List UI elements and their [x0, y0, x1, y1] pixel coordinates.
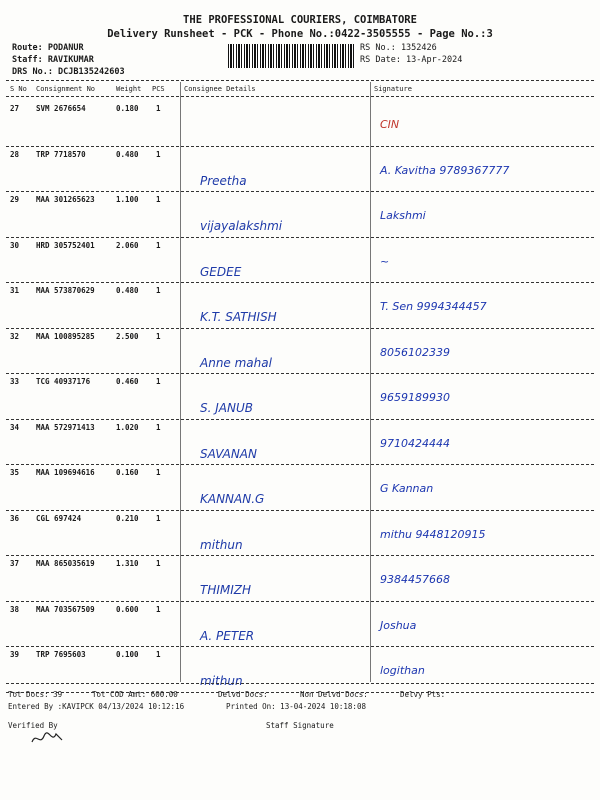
serial-number: 32 [10, 331, 20, 341]
staff-signature-label: Staff Signature [266, 721, 334, 730]
verified-by-label: Verified By [8, 721, 58, 730]
non-delivered-docs: Non Delvd Docs: [300, 690, 368, 699]
consignment-number: MAA 865035619 [36, 559, 95, 568]
footer-divider [6, 683, 594, 684]
col-consignment: Consignment No [36, 85, 96, 93]
col-signature: Signature [374, 85, 412, 93]
consignment-number: TCG 40937176 [36, 377, 91, 386]
recipient-signature: 9384457668 [380, 573, 450, 586]
recipient-signature: G Kannan [380, 482, 434, 495]
serial-number: 30 [10, 240, 20, 250]
entered-by: Entered By :KAVIPCK 04/13/2024 10:12:16 [8, 702, 185, 711]
col-consignee: Consignee Details [184, 85, 256, 93]
weight-value: 0.210 [116, 513, 139, 523]
total-docs: Tot Docs: 39 [8, 690, 63, 699]
serial-number: 29 [10, 195, 20, 204]
table-row [0, 373, 600, 423]
consignment-number: CGL 697424 [36, 513, 82, 523]
recipient-signature: mithu 9448120915 [380, 527, 486, 541]
pieces-count: 1 [156, 331, 161, 341]
pieces-count: 1 [156, 559, 161, 568]
serial-number: 36 [10, 513, 20, 523]
table-row [0, 464, 600, 514]
weight-value: 0.480 [116, 286, 139, 295]
table-row [0, 282, 600, 332]
consignee-name: KANNAN.G [200, 492, 265, 506]
serial-number: 37 [10, 559, 20, 568]
barcode-image [228, 44, 356, 68]
route-label: Route: PODANUR [12, 43, 84, 53]
printed-on: Printed On: 13-04-2024 10:18:08 [226, 702, 366, 711]
table-row [0, 555, 600, 605]
recipient-signature: ~ [380, 254, 390, 268]
recipient-signature: CIN [380, 118, 400, 131]
recipient-signature: logithan [380, 664, 425, 677]
pieces-count: 1 [156, 604, 161, 614]
weight-value: 0.160 [116, 468, 139, 477]
consignment-number: MAA 572971413 [36, 422, 95, 432]
recipient-signature: 9659189930 [380, 391, 450, 404]
weight-value: 1.100 [116, 195, 139, 204]
recipient-signature: Joshua [380, 618, 417, 632]
consignment-number: TRP 7695603 [36, 650, 86, 659]
runsheet-subtitle: Delivery Runsheet - PCK - Phone No.:0422-3505555 - Page No.:3 [107, 28, 493, 40]
weight-value: 0.480 [116, 149, 139, 159]
weight-value: 0.600 [116, 604, 139, 614]
serial-number: 28 [10, 149, 20, 159]
consignee-name: Anne mahal [200, 355, 272, 370]
consignee-name: Preetha [200, 173, 247, 188]
company-title: THE PROFESSIONAL COURIERS, COIMBATORE [183, 14, 417, 26]
serial-number: 33 [10, 377, 20, 386]
consignment-number: MAA 100895285 [36, 331, 95, 341]
verifier-signature [30, 730, 64, 748]
consignee-name: mithun [200, 537, 243, 552]
drs-label: DRS No.: DCJB135242603 [12, 67, 125, 77]
recipient-signature: T. Sen 9994344457 [380, 300, 487, 313]
consignee-name: THIMIZH [200, 583, 252, 597]
consignee-name: A. PETER [200, 628, 255, 643]
rs-number: RS No.: 1352426 [360, 43, 437, 53]
serial-number: 31 [10, 286, 20, 295]
recipient-signature: A. Kavitha 9789367777 [380, 163, 510, 177]
consignment-number: TRP 7718570 [36, 149, 86, 159]
consignment-number: MAA 703567509 [36, 604, 95, 614]
pieces-count: 1 [156, 468, 161, 477]
delivered-docs: Delvd Docs: [218, 690, 268, 699]
consignment-number: SVM 2676654 [36, 104, 86, 113]
weight-value: 1.020 [116, 422, 139, 432]
col-weight: Weight [116, 85, 142, 93]
table-row [0, 419, 600, 469]
pieces-count: 1 [156, 513, 161, 523]
pieces-count: 1 [156, 377, 161, 386]
table-row [0, 601, 600, 651]
pieces-count: 1 [156, 149, 161, 159]
table-row [0, 191, 600, 241]
serial-number: 27 [10, 104, 20, 113]
consignment-number: MAA 301265623 [36, 195, 95, 204]
table-row [0, 510, 600, 560]
consignment-number: HRD 305752401 [36, 240, 95, 250]
weight-value: 0.180 [116, 104, 139, 113]
weight-value: 2.500 [116, 331, 139, 341]
header-divider-bottom [6, 96, 594, 97]
recipient-signature: Lakshmi [380, 209, 426, 222]
consignee-name: GEDEE [200, 264, 242, 279]
pieces-count: 1 [156, 240, 161, 250]
staff-label: Staff: RAVIKUMAR [12, 55, 94, 65]
weight-value: 1.310 [116, 559, 139, 568]
recipient-signature: 9710424444 [380, 436, 450, 450]
weight-value: 0.460 [116, 377, 139, 386]
col-pcs: PCS [152, 85, 165, 93]
table-row [0, 100, 600, 150]
recipient-signature: 8056102339 [380, 345, 450, 359]
header-divider-top [6, 80, 594, 81]
table-row [0, 328, 600, 378]
consignee-name: S. JANUB [200, 401, 253, 415]
serial-number: 34 [10, 422, 20, 432]
consignment-number: MAA 573870629 [36, 286, 95, 295]
table-row [0, 146, 600, 196]
consignee-name: SAVANAN [200, 446, 257, 461]
consignee-name: K.T. SATHISH [200, 310, 277, 324]
consignment-number: MAA 109694616 [36, 468, 95, 477]
pieces-count: 1 [156, 104, 161, 113]
weight-value: 0.100 [116, 650, 139, 659]
consignee-name: mithun [200, 674, 243, 688]
pieces-count: 1 [156, 422, 161, 432]
table-row [0, 646, 600, 696]
serial-number: 38 [10, 604, 20, 614]
pieces-count: 1 [156, 286, 161, 295]
serial-number: 39 [10, 650, 20, 659]
weight-value: 2.060 [116, 240, 139, 250]
rs-date: RS Date: 13-Apr-2024 [360, 55, 463, 65]
pieces-count: 1 [156, 195, 161, 204]
table-row [0, 237, 600, 287]
total-cod-amount: Tot COD Amt: 600.00 [92, 690, 178, 699]
col-sno: S No [10, 85, 27, 93]
consignee-name: vijayalakshmi [200, 219, 283, 233]
pieces-count: 1 [156, 650, 161, 659]
serial-number: 35 [10, 468, 20, 477]
delivery-points: Delvy Pts: [400, 690, 446, 699]
